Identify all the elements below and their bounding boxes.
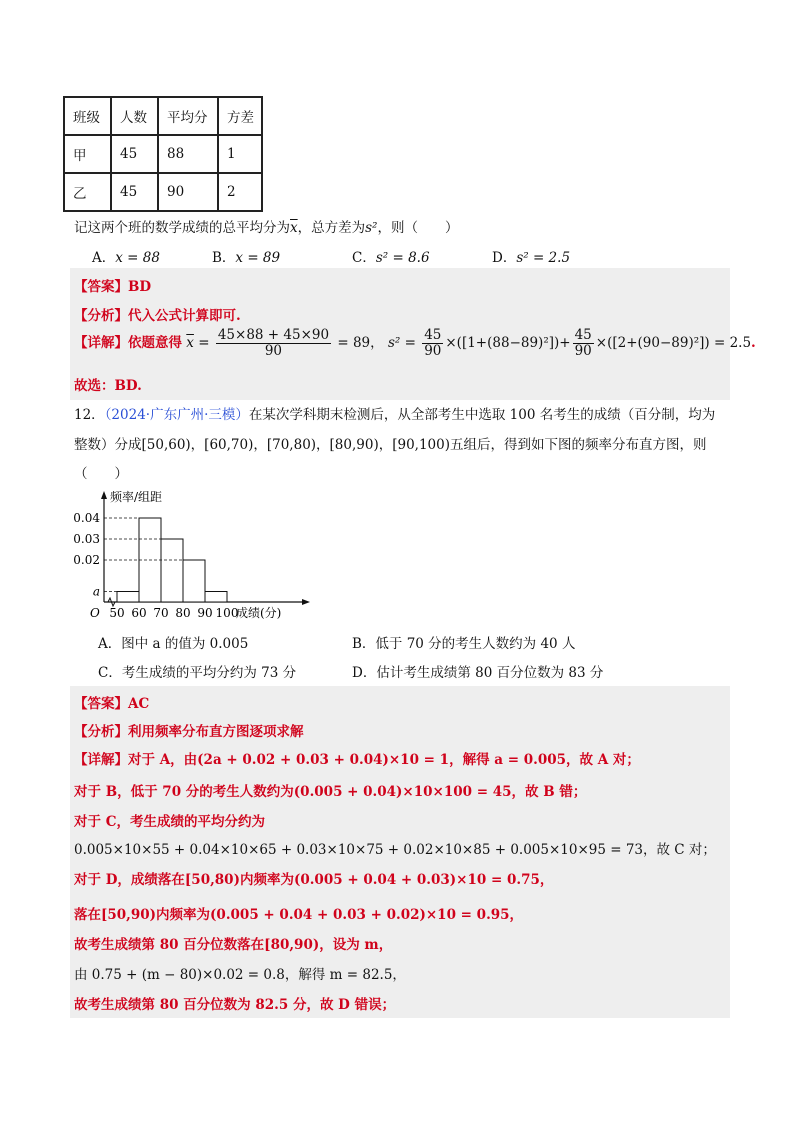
q12-stem-line3: （ ） (74, 466, 128, 482)
table-cell: 2 (218, 173, 262, 211)
fraction: $\frac{45\times 88 + 45\times 90}{90}$ (217, 327, 330, 359)
y-axis-arrow (101, 491, 107, 499)
q12-detail-line: 对于 D，成绩落在[50,80)内频率为(0.005 + 0.04 + 0.03)×10 = 0.75， (74, 872, 554, 888)
histogram-bar (117, 592, 139, 603)
q12-answer: 【答案】AC (74, 696, 150, 712)
table-header-cell: 班级 (64, 97, 111, 135)
class-stats-table (63, 96, 263, 212)
x-tick-label: 50 (109, 606, 125, 620)
y-tick-label: 0.04 (73, 511, 100, 525)
table-row (64, 173, 262, 211)
q12-stem-line2: 整数）分成[50,60)，[60,70)，[70,80)，[80,90)，[90,100)五组后，得到如下图的频率分布直方图，则 (74, 437, 707, 453)
q12-stem-line1: 12．（2024·广东广州·三模）在某次学科期末检测后，从全部考生中选取 100 名考生的成绩（百分制，均为 (74, 407, 716, 423)
table-cell: 甲 (64, 135, 111, 173)
q12-detail-line: 由 0.75 + (m − 80)×0.02 = 0.8，解得 m = 82.5， (74, 967, 406, 983)
table-header-cell: 人数 (111, 97, 158, 135)
q12-detail-line: 对于 B，低于 70 分的考生人数约为(0.005 + 0.04)×10×100 = 45，故 B 错； (74, 784, 587, 800)
q11-conclusion: 故选：BD. (74, 378, 142, 394)
q11-detail: 【详解】依题意得 $\overline{x}$ = $\frac{45\times 88 + 45\times 90}{90}$ = 89， s² = $\frac{45}{90}$ ×([1+(88−89)²])+ $\frac{45}{90}$ ×([2+(90−89)²]) = 2.5. (74, 327, 756, 359)
frequency-histogram (60, 488, 320, 623)
table-cell: 90 (158, 173, 218, 211)
q12-source: （2024·广东广州·三模） (104, 407, 249, 423)
table-cell: 1 (218, 135, 262, 173)
x-tick-label: 100 (215, 606, 239, 620)
q12-option-b[interactable]: B．低于 70 分的考生人数约为 40 人 (352, 636, 576, 652)
y-tick-label: 0.02 (73, 553, 100, 567)
q12-detail-line: 0.005×10×55 + 0.04×10×65 + 0.03×10×75 + 0.02×10×85 + 0.005×10×95 = 73，故 C 对； (74, 842, 716, 858)
x-tick-label: 90 (197, 606, 213, 620)
origin-label: O (90, 606, 100, 620)
x-axis-arrow (302, 599, 310, 605)
table-header-row (64, 97, 262, 135)
q11-analysis: 【分析】代入公式计算即可. (74, 308, 241, 324)
q11-answer: 【答案】BD (74, 279, 152, 295)
table-cell: 45 (111, 173, 158, 211)
q11-stem: 记这两个班的数学成绩的总平均分为$\overline{x}$，总方差为s²，则（ ） (74, 220, 459, 236)
table-row (64, 135, 262, 173)
table-cell: 45 (111, 135, 158, 173)
q12-option-d[interactable]: D．估计考生成绩第 80 百分位数为 83 分 (352, 665, 604, 681)
table-cell: 乙 (64, 173, 111, 211)
histogram-bar (183, 560, 205, 602)
q12-detail-line: 故考生成绩第 80 百分位数落在[80,90)，设为 m， (74, 937, 393, 953)
y-axis-title: 频率/组距 (110, 490, 163, 504)
table-cell: 88 (158, 135, 218, 173)
q11-option-d[interactable]: D．s² = 2.5 (492, 250, 571, 266)
fraction: $\frac{45}{90}$ (424, 327, 442, 359)
fraction: $\frac{45}{90}$ (574, 327, 592, 359)
histogram-bar (161, 539, 183, 602)
q12-option-a[interactable]: A．图中 a 的值为 0.005 (98, 636, 249, 652)
y-tick-label: a (92, 584, 100, 599)
xbar-symbol: $\overline{x}$ (290, 220, 298, 236)
q12-analysis: 【分析】利用频率分布直方图逐项求解 (74, 724, 304, 740)
q11-option-a[interactable]: A．x = 88 (92, 250, 160, 266)
histogram-bar (205, 592, 227, 603)
q12-detail-line: 故考生成绩第 80 百分位数为 82.5 分，故 D 错误； (74, 997, 396, 1013)
q12-option-c[interactable]: C．考生成绩的平均分约为 73 分 (98, 665, 297, 681)
x-tick-label: 60 (131, 606, 147, 620)
y-tick-label: 0.03 (73, 532, 100, 546)
table-header-cell: 方差 (218, 97, 262, 135)
q11-option-c[interactable]: C．s² = 8.6 (352, 250, 430, 266)
q12-detail-line: 对于 C，考生成绩的平均分约为 (74, 814, 265, 830)
s2-symbol: s² (365, 220, 378, 236)
q12-detail-line: 【详解】对于 A，由(2a + 0.02 + 0.03 + 0.04)×10 = 1，解得 a = 0.005，故 A 对； (74, 752, 640, 768)
x-axis-title: 成绩(分) (236, 606, 282, 620)
x-tick-label: 80 (175, 606, 191, 620)
x-tick-label: 70 (153, 606, 169, 620)
q11-option-b[interactable]: B．x = 89 (212, 250, 281, 266)
q12-detail-line: 落在[50,90)内频率为(0.005 + 0.04 + 0.03 + 0.02)×10 = 0.95， (74, 907, 524, 923)
table-header-cell: 平均分 (158, 97, 218, 135)
